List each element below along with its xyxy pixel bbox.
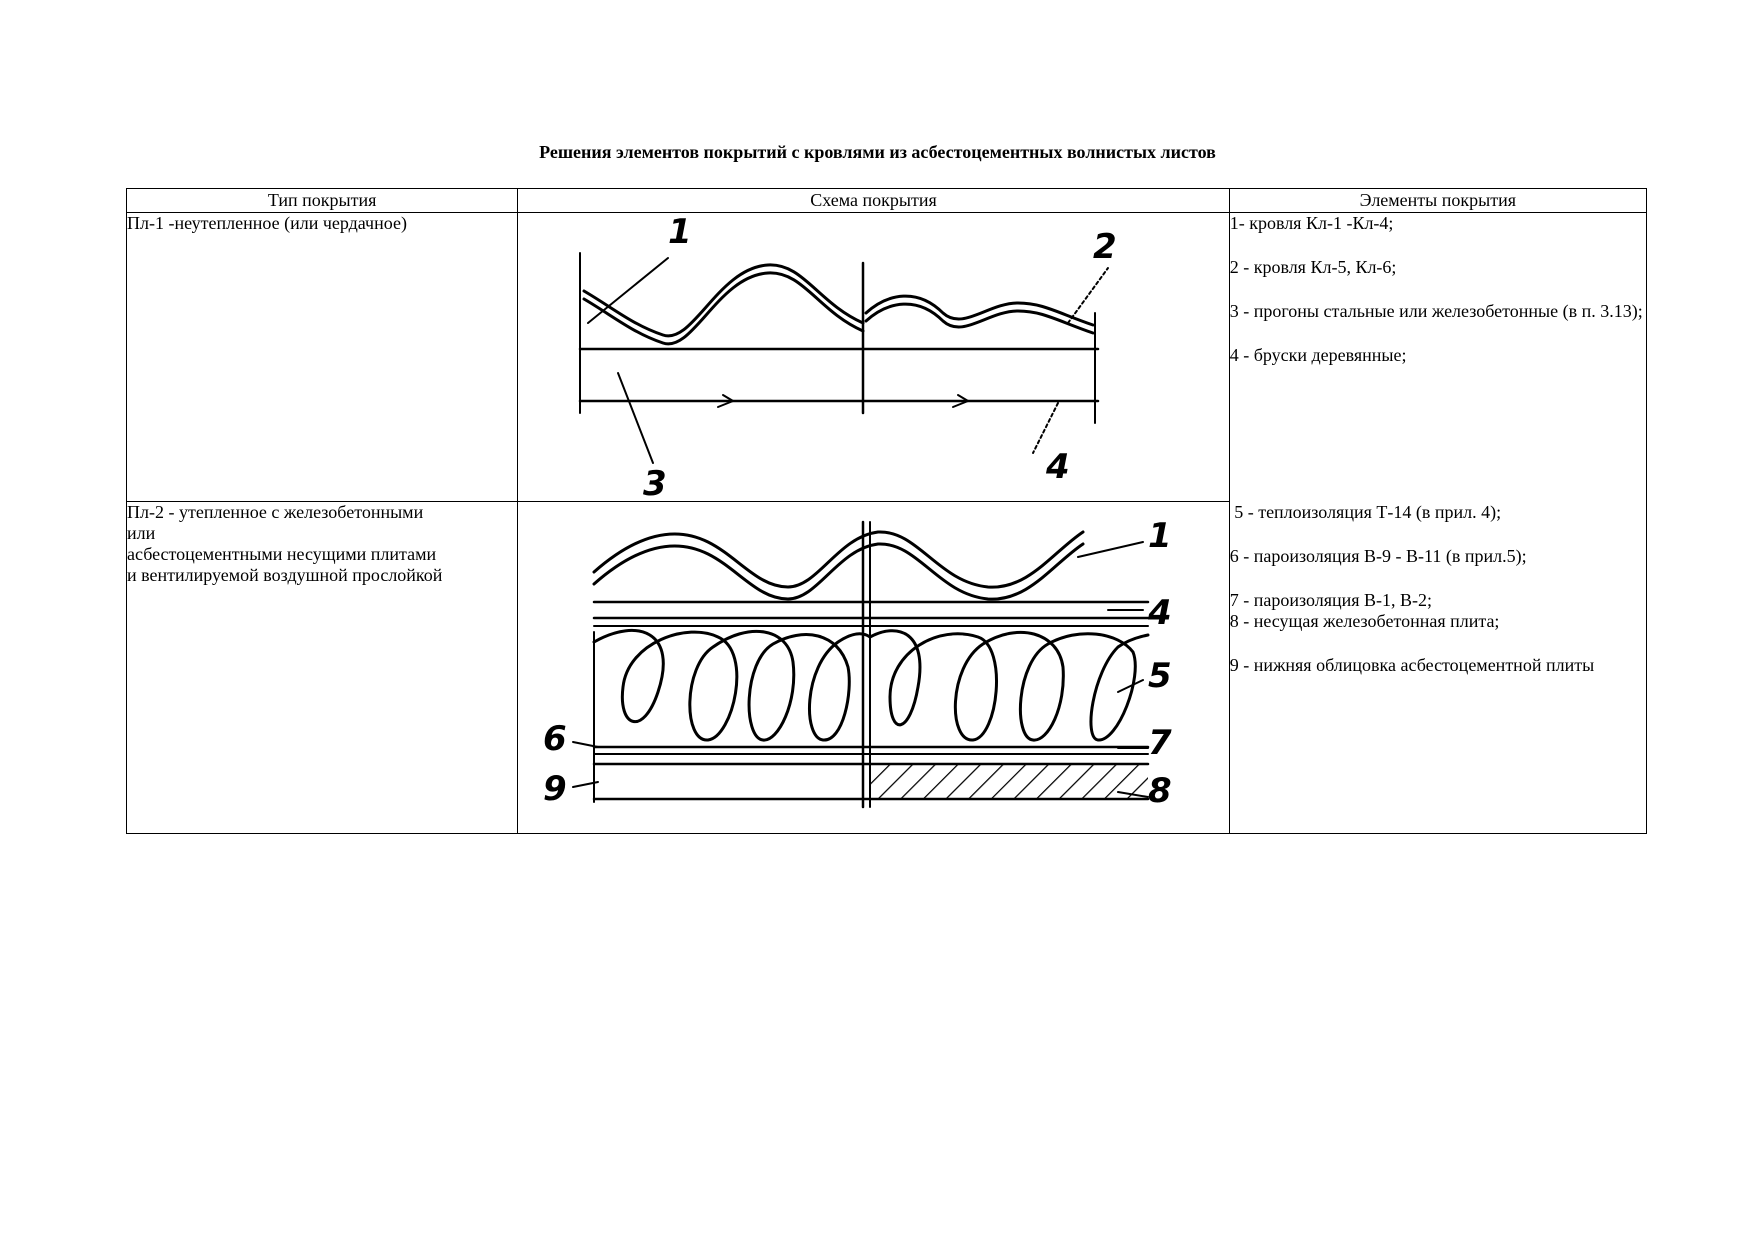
elements-cell-top	[1229, 213, 1646, 502]
element-item-3: 3 - прогоны стальные или железобетонные (в п. 3.13);	[1229, 301, 1643, 321]
roof-elements-table	[126, 188, 1647, 834]
scheme-label-1: 1	[1148, 516, 1172, 556]
header-scheme: Схема покрытия	[518, 189, 1229, 213]
table-header-row	[127, 189, 1647, 213]
document-title: Решения элементов покрытий с кровлями из асбестоцементных волнистых листов	[539, 142, 1216, 162]
type-line: Пл-2 - утепленное с железобетонными	[127, 502, 424, 522]
type-line: асбестоцементными несущими плитами	[127, 544, 437, 564]
type-cell-pl2	[127, 502, 518, 834]
scheme-drawing-pl2	[518, 502, 1229, 833]
table-row	[127, 213, 1647, 502]
scheme-cell-pl2	[518, 502, 1229, 834]
scheme-label-5: 5	[1148, 656, 1172, 696]
scheme-label-2: 2	[1093, 227, 1117, 267]
scheme-label-6: 6	[543, 719, 567, 759]
element-item-5: 5 - теплоизоляция Т-14 (в прил. 4);	[1229, 501, 1502, 522]
type-line: или	[127, 523, 156, 543]
scheme-label-9: 9	[543, 769, 567, 809]
header-type: Тип покрытия	[127, 189, 518, 213]
scheme-cell-pl1	[518, 213, 1229, 502]
type-line: и вентилируемой воздушной прослойкой	[127, 565, 443, 585]
scheme-label-8: 8	[1148, 771, 1172, 811]
scheme-label-3: 3	[643, 464, 667, 501]
element-item-4: 4 - бруски деревянные;	[1229, 345, 1407, 365]
scheme-label-4: 4	[1046, 447, 1070, 487]
element-item-1: 1- кровля Кл-1 -Кл-4;	[1229, 213, 1394, 233]
element-item-9: 9 - нижняя облицовка асбестоцементной плиты	[1229, 654, 1595, 675]
scheme-label-1: 1	[668, 213, 692, 252]
scheme-label-7: 7	[1148, 723, 1172, 763]
element-item-6: 6 - пароизоляция В-9 - В-11 (в прил.5);	[1229, 545, 1527, 566]
element-item-7: 7 - пароизоляция В-1, В-2;	[1229, 589, 1433, 610]
element-item-2: 2 - кровля Кл-5, Кл-6;	[1229, 257, 1397, 277]
type-cell-pl1: Пл-1 -неутепленное (или чердачное)	[127, 213, 518, 502]
header-elements: Элементы покрытия	[1229, 189, 1646, 213]
scheme-drawing-pl1	[518, 213, 1229, 501]
elements-cell-bottom	[1229, 502, 1646, 834]
scheme-label-4: 4	[1148, 593, 1172, 633]
table-row	[127, 502, 1647, 834]
element-item-8: 8 - несущая железобетонная плита;	[1229, 610, 1500, 631]
